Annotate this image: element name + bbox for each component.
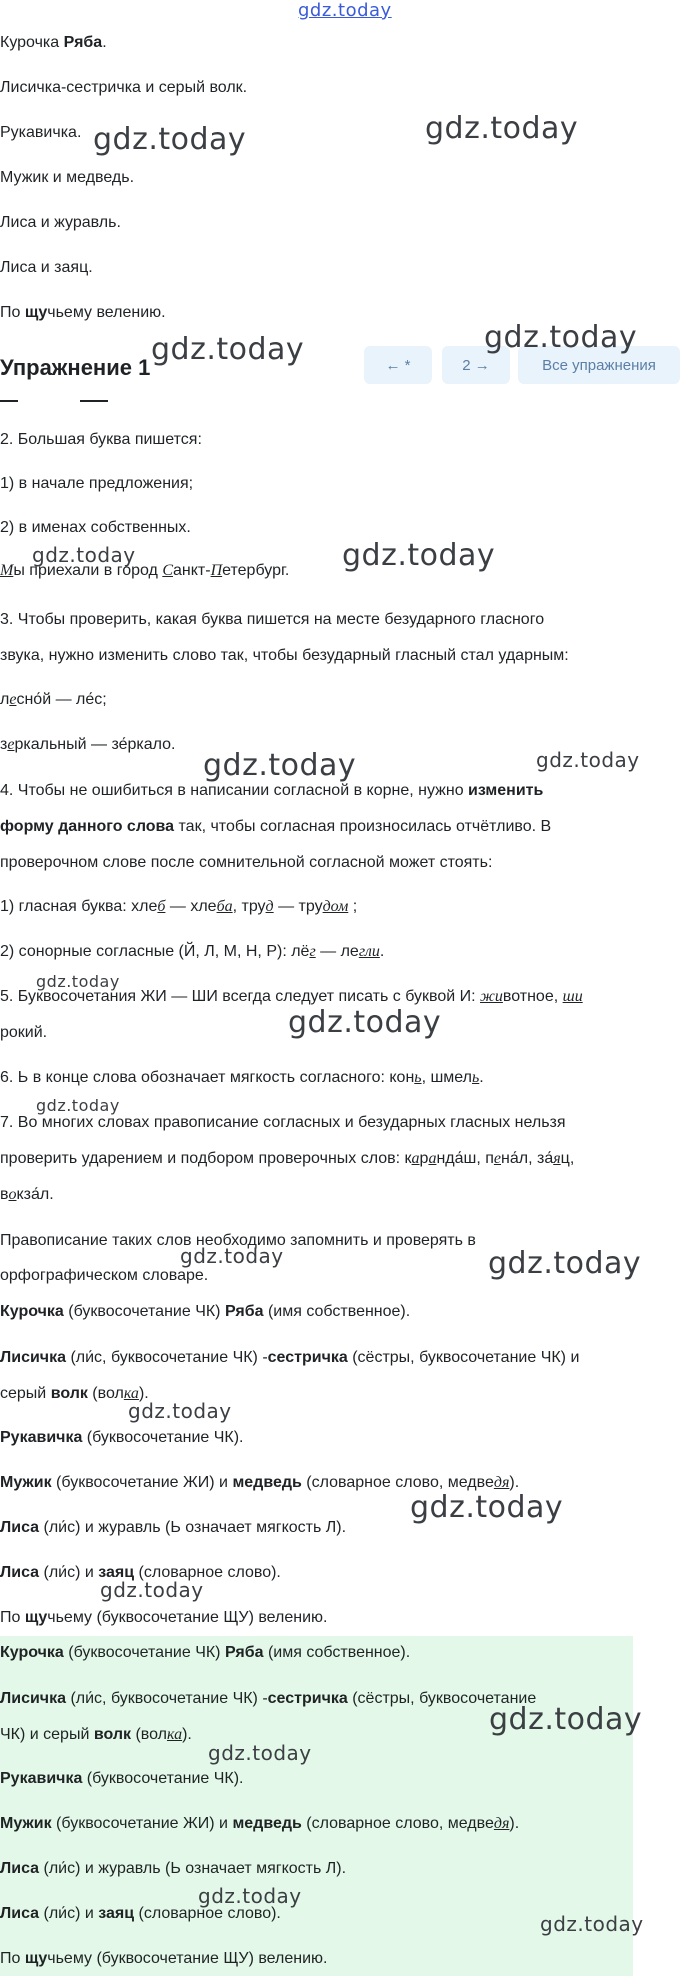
all-exercises-button[interactable]: Все упражнения [518, 346, 680, 384]
text: — хле [165, 898, 217, 915]
text: Рукавичка. [0, 124, 82, 141]
text: л [0, 691, 10, 708]
text: (сёстры, буквосочетание [347, 1690, 537, 1707]
text: Ряба [59, 34, 103, 51]
text: (буквосочетание ЧК) [63, 1644, 225, 1661]
text: дя [493, 1815, 510, 1832]
text: По [0, 1950, 25, 1967]
text: на́л, за́ [501, 1150, 554, 1167]
text: (ли́с, буквосочетание ЧК) - [66, 1690, 268, 1707]
green-answer-muzhik [0, 1814, 519, 1834]
text: ь [414, 1069, 422, 1086]
hidden-line-fragment [0, 398, 110, 404]
answer-lisichka-line-1 [0, 1348, 579, 1368]
text: (буквосочетание ЧК). [82, 1429, 244, 1446]
text: По [0, 304, 25, 321]
text: Мужик и медведь. [0, 169, 135, 186]
text: (сёстры, буквосочетание ЧК) и [347, 1349, 580, 1366]
text: волк [50, 1385, 88, 1402]
text: я [553, 1150, 561, 1167]
text: з [0, 736, 8, 753]
text: С [162, 562, 173, 579]
text: ба [216, 898, 233, 915]
watermark: gdz.today [128, 1399, 232, 1423]
text: Рукавичка [0, 1770, 83, 1787]
watermark: gdz.today [93, 122, 247, 157]
green-answer-lisichka-line-1 [0, 1689, 536, 1709]
text: Лиса [0, 1519, 40, 1536]
story-title-zayats [0, 258, 93, 278]
text: ши [562, 988, 583, 1005]
green-answer-lisichka-line-2 [0, 1725, 192, 1745]
text: Лиса [0, 1905, 40, 1922]
watermark: gdz.today [342, 538, 496, 573]
text: чьему (буквосочетание ЩУ) велению. [47, 1609, 328, 1626]
text: д [265, 898, 274, 915]
rule-2-1: 1) в начале предложения; [0, 475, 194, 492]
text: (словарное слово). [134, 1905, 281, 1922]
text: вотное, [502, 988, 563, 1005]
text: дом [322, 898, 349, 915]
story-title-muzhik [0, 168, 134, 188]
text: Курочка [0, 1644, 64, 1661]
text: 6. Ь в конце слова обозначает мягкость согласного: кон [0, 1069, 415, 1086]
answer-po-shchuchyemu [0, 1608, 327, 1628]
watermark: gdz.today [536, 748, 640, 772]
text: о [8, 1186, 17, 1203]
text: сестричка [267, 1690, 348, 1707]
rule-7-line-2 [0, 1149, 574, 1169]
green-answer-rukavichka [0, 1769, 244, 1789]
text: серый [0, 1385, 51, 1402]
text: . [102, 34, 107, 51]
text: анкт- [172, 562, 211, 579]
text: 2) сонорные согласные (Й, Л, М, Н, Р): лё [0, 943, 310, 960]
watermark-top[interactable]: gdz.today [298, 0, 392, 21]
text: ы приехали в город [13, 562, 163, 579]
rule-2-2: 2) в именах собственных. [0, 519, 191, 536]
rule-4-2 [0, 942, 384, 962]
watermark: gdz.today [540, 1912, 644, 1936]
exercise-title: Упражнение 1 [0, 355, 151, 380]
rule-7-line-5: орфографическом словаре. [0, 1267, 209, 1284]
watermark: gdz.today [208, 1741, 312, 1765]
text: щу [24, 1609, 48, 1626]
text: , шмел [421, 1069, 472, 1086]
text: (словарное слово). [134, 1564, 281, 1581]
text: ). [182, 1726, 192, 1743]
rule-2: 2. Большая буква пишется: [0, 431, 202, 448]
story-title-rukavichka [0, 123, 81, 143]
text: Ряба [224, 1303, 264, 1320]
text: . [379, 943, 385, 960]
rule-7-line-3 [0, 1185, 54, 1205]
text: г [309, 943, 316, 960]
text: (вол [131, 1726, 167, 1743]
text: волк [93, 1726, 131, 1743]
text: сестричка [267, 1349, 348, 1366]
text: (ли́с) и [39, 1905, 99, 1922]
story-title-kurochka [0, 33, 107, 53]
text: сно́й — ле́с; [16, 691, 107, 708]
text: Курочка [0, 1303, 64, 1320]
rule-3-line-1: 3. Чтобы проверить, какая буква пишется на месте безударного гласного [0, 611, 545, 628]
watermark: gdz.today [151, 332, 305, 367]
watermark: gdz.today [488, 1246, 642, 1281]
text: (имя собственное). [263, 1644, 411, 1661]
rule-4-1 [0, 897, 357, 917]
text: медведь [232, 1474, 302, 1491]
rule-3-line-2: звука, нужно изменить слово так, чтобы безударный гласный стал ударным: [0, 647, 569, 664]
text: 5. Буквосочетания ЖИ — ШИ всегда следует писать с буквой И: [0, 988, 480, 1005]
text: Рукавичка [0, 1429, 83, 1446]
text: е [9, 691, 17, 708]
watermark: gdz.today [410, 1490, 564, 1525]
text: е [7, 736, 15, 753]
text: заяц [98, 1905, 135, 1922]
answer-kurochka [0, 1302, 410, 1322]
watermark: gdz.today [198, 1884, 302, 1908]
watermark: gdz.today [288, 1005, 442, 1040]
text: Лиса [0, 1860, 40, 1877]
text: М [0, 562, 14, 579]
rule-4-line-1 [0, 781, 543, 801]
rule-4-line-3: проверочном слове после сомнительной согласной может стоять: [0, 854, 493, 871]
green-answer-po-shchuchyemu [0, 1949, 327, 1969]
rule-7-line-1 [0, 1113, 566, 1133]
text: ЧК) и серый [0, 1726, 94, 1743]
text: Мужик [0, 1474, 52, 1491]
text: так, чтобы согласная произносилась отчётливо. В [174, 818, 552, 835]
text: ка [166, 1726, 183, 1743]
text: . [479, 1069, 484, 1086]
text: (буквосочетание ЧК) [63, 1303, 225, 1320]
text: (имя собственное). [263, 1303, 411, 1320]
watermark: gdz.today [32, 543, 136, 567]
green-answer-kurochka [0, 1643, 410, 1663]
text: ). [138, 1385, 149, 1402]
text: Лиса и журавль. [0, 214, 121, 231]
rule-3-example-1 [0, 690, 107, 710]
text: (буквосочетание ЧК). [82, 1770, 244, 1787]
rule-6 [0, 1068, 484, 1088]
text: щу [24, 1950, 48, 1967]
text: жи [480, 988, 503, 1005]
text: чьему (буквосочетание ЩУ) велению. [47, 1950, 328, 1967]
text: р [419, 1150, 429, 1167]
text: ). [509, 1474, 520, 1491]
next-exercise-button[interactable]: 2 → [442, 346, 510, 384]
text: в [0, 1186, 9, 1203]
text: изменить [468, 782, 544, 799]
text: б [157, 898, 166, 915]
green-answer-zhuravl [0, 1859, 346, 1879]
story-title-po-shchuchyemu [0, 303, 166, 323]
prev-exercise-button[interactable]: ← * [364, 346, 432, 384]
text: Лисичка [0, 1690, 66, 1707]
text: Курочка [0, 34, 60, 51]
text: (ли́с) и журавль (Ь означает мягкость Л). [39, 1860, 347, 1877]
text: ка [123, 1385, 139, 1402]
text: (вол [87, 1385, 124, 1402]
text: нда́ш, п [436, 1150, 494, 1167]
text: (ли́с) и журавль (Ь означает мягкость Л). [39, 1519, 347, 1536]
text: етербург. [222, 562, 290, 579]
answer-lisichka-line-2 [0, 1384, 149, 1404]
text: ; [348, 898, 358, 915]
answer-rukavichka [0, 1428, 244, 1448]
text: (буквосочетание ЖИ) и [51, 1815, 233, 1832]
text: ц, [560, 1150, 575, 1167]
text: Лиса и заяц. [0, 259, 93, 276]
text: медведь [232, 1815, 302, 1832]
text: — ле [315, 943, 359, 960]
watermark: gdz.today [203, 748, 357, 783]
watermark: gdz.today [36, 1096, 120, 1115]
text: чьему велению. [47, 304, 166, 321]
text: (словарное слово, медве [301, 1474, 494, 1491]
text: а [411, 1150, 420, 1167]
rule-7-line-4: Правописание таких слов необходимо запомнить и проверять в [0, 1232, 476, 1249]
text: щу [24, 304, 48, 321]
text: дя [493, 1474, 510, 1491]
watermark: gdz.today [489, 1702, 643, 1737]
text: ркальный — зе́ркало. [14, 736, 176, 753]
text: 7. Во многих словах правописание согласных и безударных гласных нельзя [0, 1114, 566, 1131]
text: Ряба [224, 1644, 264, 1661]
watermark: gdz.today [100, 1578, 204, 1602]
rule-3-example-2 [0, 735, 176, 755]
text: ). [509, 1815, 520, 1832]
rule-5-line-2: рокий. [0, 1024, 48, 1041]
text: 4. Чтобы не ошибиться в написании согласной в корне, нужно [0, 782, 469, 799]
answer-zhuravl [0, 1518, 346, 1538]
text: Лиса [0, 1564, 40, 1581]
text: а [428, 1150, 437, 1167]
text: По [0, 1609, 25, 1626]
text: (буквосочетание ЖИ) и [51, 1474, 233, 1491]
text: 1) гласная буква: хле [0, 898, 158, 915]
text: (словарное слово, медве [301, 1815, 494, 1832]
text: Лисичка [0, 1349, 66, 1366]
text: е [493, 1150, 502, 1167]
text: кза́л. [16, 1186, 54, 1203]
text: гли [358, 943, 380, 960]
watermark: gdz.today [36, 972, 120, 991]
text: форму данного слова [0, 818, 175, 835]
text: , тру [232, 898, 266, 915]
text: ь [472, 1069, 480, 1086]
text: проверить ударением и подбором проверочных слов: к [0, 1150, 412, 1167]
text: Лисичка-сестричка и серый волк. [0, 79, 248, 96]
text: заяц [98, 1564, 135, 1581]
text: П [210, 562, 223, 579]
highlighted-answer-block [0, 1636, 633, 1976]
story-title-zhuravl [0, 213, 121, 233]
story-title-lisichka [0, 78, 247, 98]
rule-4-line-2 [0, 817, 551, 837]
text: (ли́с) и [39, 1564, 99, 1581]
text: — тру [273, 898, 323, 915]
watermark: gdz.today [484, 320, 638, 355]
text: Мужик [0, 1815, 52, 1832]
text: (ли́с, буквосочетание ЧК) - [66, 1349, 268, 1366]
watermark: gdz.today [180, 1244, 284, 1268]
watermark: gdz.today [425, 111, 579, 146]
